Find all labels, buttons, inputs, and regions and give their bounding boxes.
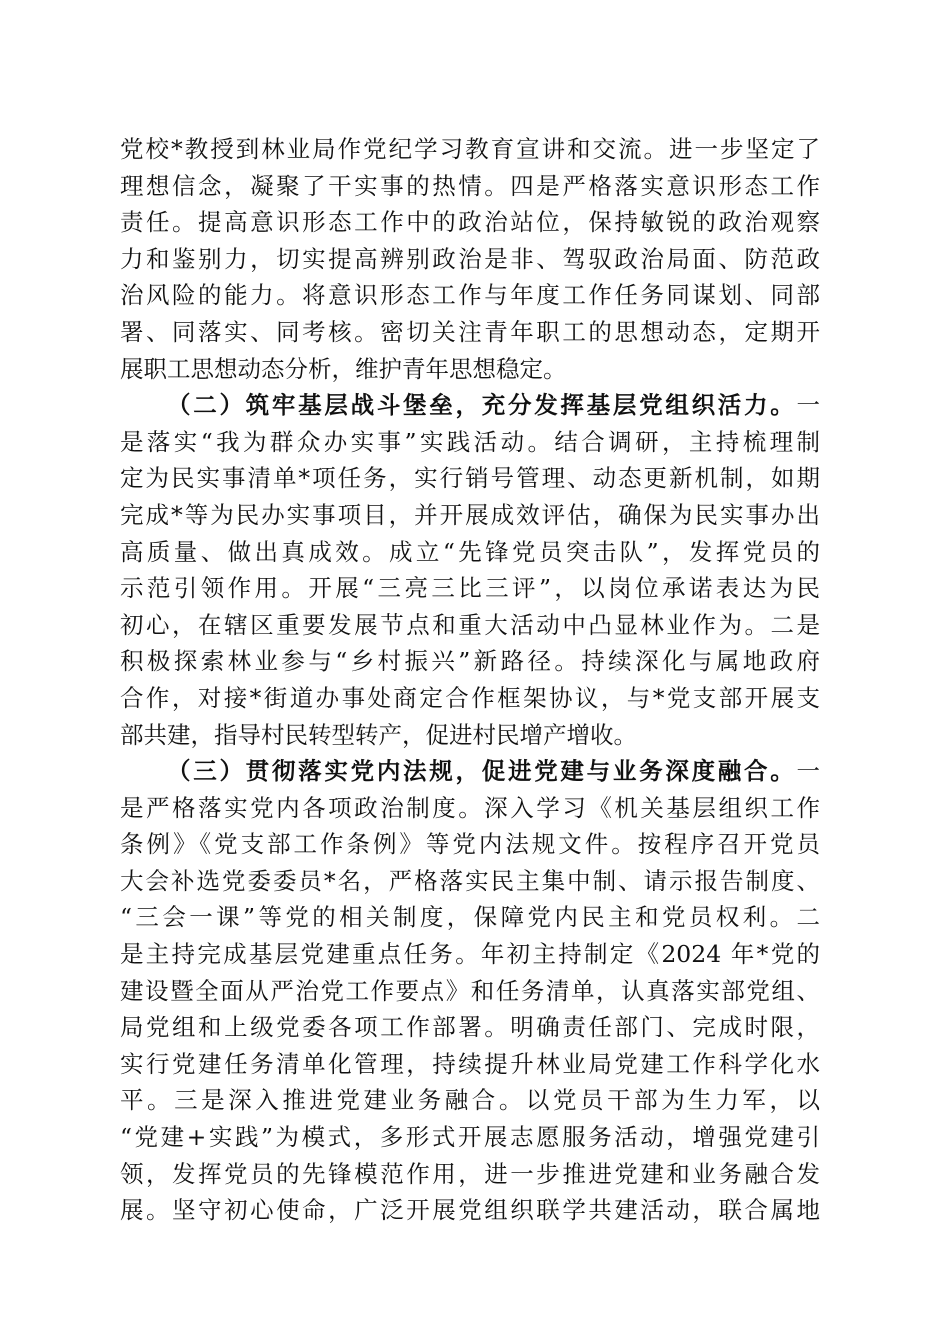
text-line: 定为民实事清单*项任务，实行销号管理、动态更新机制，如期 xyxy=(120,464,820,493)
text-line: 高质量、做出真成效。成立“先锋党员突击队”，发挥党员的 xyxy=(120,537,820,566)
text-line: 合作，对接*街道办事处商定合作框架协议，与*党支部开展支 xyxy=(120,683,820,712)
text-line: 示范引领作用。开展“三亮三比三评”，以岗位承诺表达为民 xyxy=(120,574,820,603)
text-line: 积极探索林业参与“乡村振兴”新路径。持续深化与属地政府 xyxy=(120,647,820,676)
text-line: 实行党建任务清单化管理，持续提升林业局党建工作科学化水 xyxy=(120,1049,820,1078)
text-line: 大会补选党委委员*名，严格落实民主集中制、请示报告制度、 xyxy=(120,866,820,895)
text-line: 理想信念，凝聚了干实事的热情。四是严格落实意识形态工作 xyxy=(120,171,820,200)
text-line: 是严格落实党内各项政治制度。深入学习《机关基层组织工作 xyxy=(120,793,820,822)
paragraph-1 xyxy=(120,131,820,387)
text-line: 是主持完成基层党建重点任务。年初主持制定《2024 年*党的 xyxy=(120,940,820,969)
text-line: “三会一课”等党的相关制度，保障党内民主和党员权利。二 xyxy=(120,903,820,932)
text-line: 局党组和上级党委各项工作部署。明确责任部门、完成时限， xyxy=(120,1013,820,1042)
document-page xyxy=(120,131,820,1229)
paragraph-3 xyxy=(120,753,820,1229)
text-line: 治风险的能力。将意识形态工作与年度工作任务同谋划、同部 xyxy=(120,281,820,310)
section-heading: （二）筑牢基层战斗堡垒，充分发挥基层党组织活力。 xyxy=(167,391,797,420)
paragraph-2 xyxy=(120,387,820,753)
text-line: 展职工思想动态分析，维护青年思想稳定。 xyxy=(120,354,567,383)
paragraph-first-line xyxy=(120,387,820,424)
text-line: “党建+实践”为模式，多形式开展志愿服务活动，增强党建引 xyxy=(120,1123,820,1152)
text-line: 完成*等为民办实事项目，并开展成效评估，确保为民实事办出 xyxy=(120,500,820,529)
text-line: 责任。提高意识形态工作中的政治站位，保持敏锐的政治观察 xyxy=(120,208,820,237)
text-line: 力和鉴别力，切实提高辨别政治是非、驾驭政治局面、防范政 xyxy=(120,244,820,273)
paragraph-first-line xyxy=(120,753,820,790)
text-fragment: 一 xyxy=(796,391,820,420)
text-line: 署、同落实、同考核。密切关注青年职工的思想动态，定期开 xyxy=(120,317,820,346)
text-line: 党校*教授到林业局作党纪学习教育宣讲和交流。进一步坚定了 xyxy=(120,135,820,163)
text-line: 领，发挥党员的先锋模范作用，进一步推进党建和业务融合发 xyxy=(120,1159,820,1188)
text-fragment: 一 xyxy=(796,757,820,786)
text-line: 部共建，指导村民转型转产，促进村民增产增收。 xyxy=(120,720,637,749)
text-line: 初心，在辖区重要发展节点和重大活动中凸显林业作为。二是 xyxy=(120,610,820,639)
text-line: 建设暨全面从严治党工作要点》和任务清单，认真落实部党组、 xyxy=(120,976,820,1005)
text-line: 条例》《党支部工作条例》等党内法规文件。按程序召开党员 xyxy=(120,830,820,859)
text-line: 是落实“我为群众办实事”实践活动。结合调研，主持梳理制 xyxy=(120,427,820,456)
text-line: 展。坚守初心使命，广泛开展党组织联学共建活动，联合属地 xyxy=(120,1196,820,1225)
section-heading: （三）贯彻落实党内法规，促进党建与业务深度融合。 xyxy=(167,757,797,786)
text-line: 平。三是深入推进党建业务融合。以党员干部为生力军，以 xyxy=(120,1086,820,1115)
